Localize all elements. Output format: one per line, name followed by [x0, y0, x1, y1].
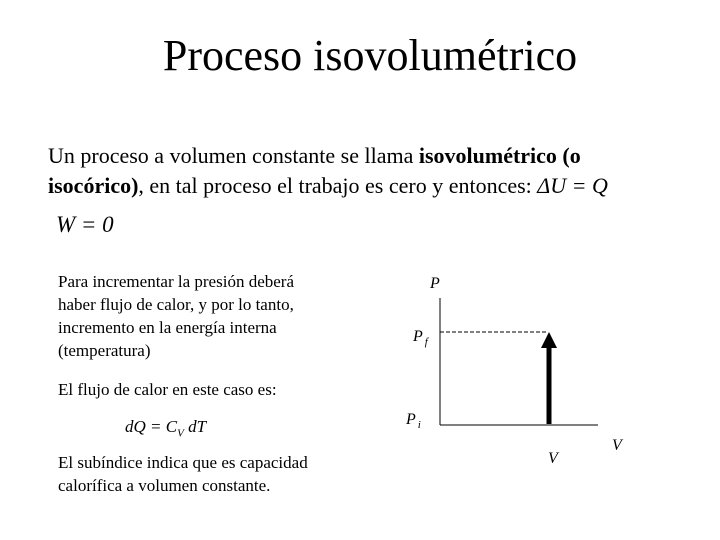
- pf-label-p: P: [413, 328, 423, 345]
- heat-formula-right: dT: [183, 417, 207, 436]
- pi-label-sub: i: [417, 419, 421, 431]
- subscript-note-line: calorífica a volumen constante.: [58, 476, 271, 495]
- pf-label: [413, 328, 428, 348]
- work-equation: W = 0: [56, 212, 114, 237]
- intro-line-2-text: , en tal proceso el trabajo es cero y entonces:: [138, 173, 538, 198]
- intro-line-1-text: Un proceso a volumen constante se llama: [48, 143, 419, 168]
- pressure-note-line: haber flujo de calor, y por lo tanto,: [58, 295, 294, 314]
- intro-term-isocoric: isocórico): [48, 173, 139, 198]
- intro-term-isovolumetric: isovolumétrico (o: [418, 143, 581, 168]
- pi-label-p: P: [406, 411, 416, 428]
- heat-flow-heading: El flujo de calor en este caso es:: [58, 380, 277, 399]
- pressure-note-line: Para incrementar la presión deberá: [58, 272, 294, 291]
- process-arrow-icon: [541, 332, 557, 348]
- heat-formula-left: dQ = C: [125, 417, 178, 436]
- heat-formula-subscript: V: [177, 427, 184, 440]
- first-law-formula: ΔU = Q: [537, 173, 608, 198]
- pi-label: [406, 411, 421, 431]
- slide-title: Proceso isovolumétrico: [162, 31, 578, 80]
- subscript-note-line: El subíndice indica que es capacidad: [58, 453, 308, 472]
- pressure-note-line: incremento en la energía interna: [58, 318, 277, 337]
- v-marker-label: V: [548, 450, 558, 467]
- axis-x-label: V: [612, 437, 622, 454]
- pressure-note-line: (temperatura): [58, 341, 151, 360]
- pf-label-sub: f: [424, 336, 428, 348]
- axis-y-label: P: [430, 275, 440, 292]
